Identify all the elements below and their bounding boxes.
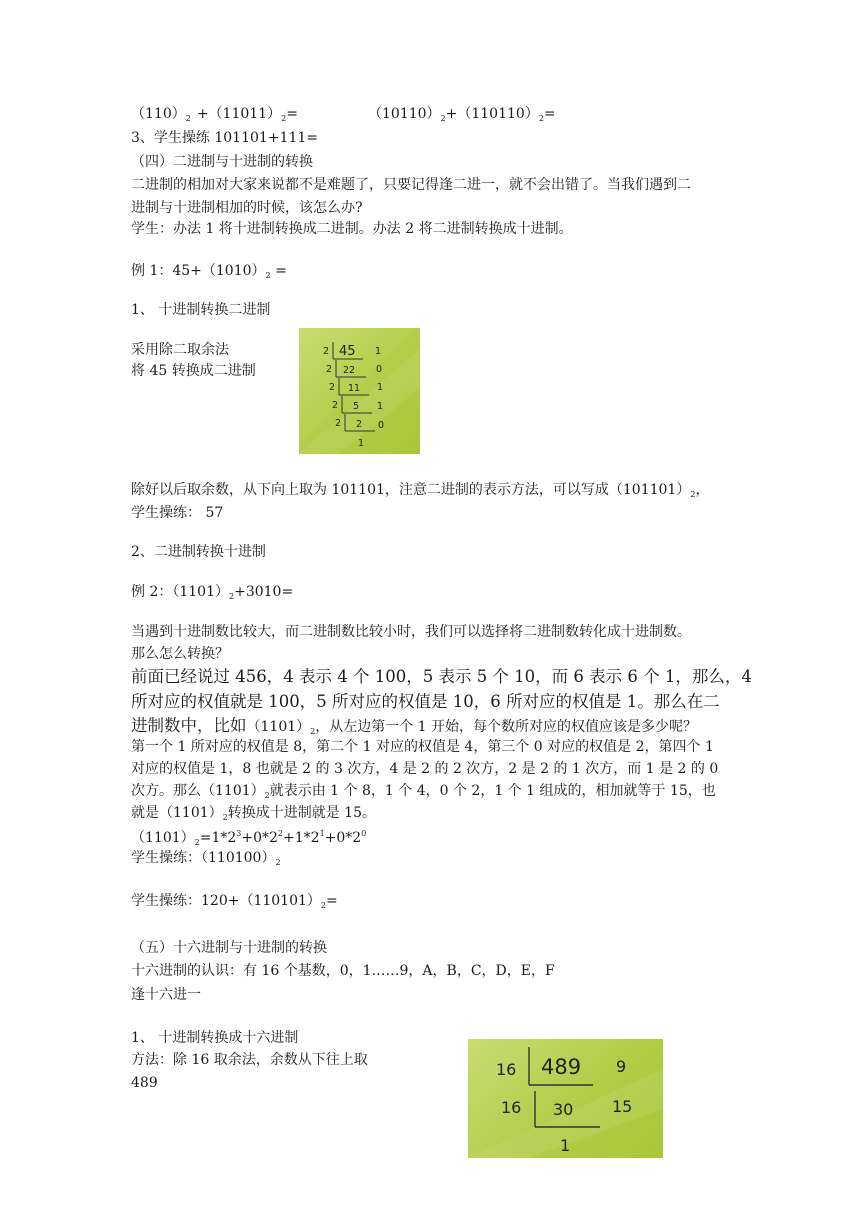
expr1-b: +（11011） [196,106,282,122]
div-quotient-5: 2 [356,419,363,430]
hex-quotient-3: 1 [560,1136,571,1155]
div-divisor-3: 2 [329,382,336,393]
formula-term-2: +0*2 [241,830,278,846]
hex-divisor-1: 16 [496,1060,517,1079]
formula-number: （1101） [131,830,195,846]
formula-exp-2: 2 [277,829,284,838]
formula-exp-4: 0 [361,829,367,838]
div-divisor-4: 2 [332,400,339,411]
hex-remainder-2: 15 [612,1097,633,1116]
subsection-2-heading: 2、二进制转换十进制 [131,544,266,560]
weight-explanation-line-1: 前面已经说过 456，4 表示 4 个 100，5 表示 5 个 10，而 6 表示 6 个 1，那么，4 [131,667,752,686]
weights-line-3-b: 就表示由 1 个 8，1 个 4，0 个 2，1 个 1 组成的，相加就等于 15，也 [269,783,716,799]
expr1-base2: 2 [281,114,287,123]
number-489: 489 [131,1075,158,1091]
hex-method: 方法：除 16 取余法，余数从下往上取 [131,1052,368,1068]
example-2-rest: +3010= [234,584,294,600]
div-quotient-1: 45 [339,344,356,359]
after-division-text [131,480,709,505]
practice-110100 [131,848,281,873]
div-remainder-4: 1 [377,401,384,412]
section-heading-5: （五）十六进制与十进制的转换 [131,940,327,956]
div-divisor-2: 2 [326,364,333,375]
hex-remainder-1: 9 [616,1057,627,1076]
weights-line-2: 对应的权值是 1，8 也就是 2 的 3 次方，4 是 2 的 2 次方，2 是 2 的 1 次方，而 1 是 2 的 0 [131,761,719,777]
hex-division-diagram [468,1039,663,1158]
subsection-hex-heading: 1、 十进制转换成十六进制 [131,1030,299,1046]
expr1-a: （110） [131,106,186,122]
div-remainder-3: 1 [377,382,384,393]
expr2-a: （10110） [368,106,441,122]
example-1-eq: = [270,263,287,279]
div-divisor-1: 2 [323,346,330,357]
weight-explanation-line-2: 所对应的权值就是 100，5 所对应的权值是 10，6 所对应的权值是 1。那么在二 [131,692,720,711]
weight-line-3-lead: 进制数中，比如 [131,716,247,735]
formula-term-3: +1*2 [283,830,320,846]
paragraph-1-line-2: 进制与十进制相加的时候，该怎么办? [131,200,363,216]
binary-addition-exercises [131,104,298,129]
div-divisor-5: 2 [335,418,342,429]
student-answer-1: 学生：办法 1 将十进制转换成二进制。办法 2 将二进制转换成十进制。 [131,221,573,237]
div-remainder-5: 0 [378,420,385,431]
example-2 [131,582,293,607]
practice-120-plus [131,891,338,916]
example-2-base: 2 [229,592,235,601]
practice-57: 学生操练： 57 [131,505,224,521]
expr2-base2: 2 [538,114,544,123]
weights-line-4-a: 就是（1101） [131,805,223,821]
example-2-text: 例 2：（1101） [131,584,229,600]
practice-2-text: 学生操练：（110100） [131,850,276,866]
binary-division-diagram [299,328,420,454]
subsection-1-heading: 1、 十进制转换二进制 [131,302,271,318]
section-heading-4: （四）二进制与十进制的转换 [131,154,313,170]
formula-exp-3: 1 [319,829,325,838]
paragraph-1-line-1: 二进制的相加对大家来说都不是难题了，只要记得逢二进一，就不会出错了。当我们遇到二 [131,177,691,193]
weights-line-4-b: 转换成十进制就是 15。 [227,805,376,821]
div-remainder-1: 1 [375,346,382,357]
weights-line-1: 第一个 1 所对应的权值是 8，第二个 1 对应的权值是 4，第三个 0 对应的权值是 2，第四个 1 [131,739,714,755]
practice-item-3: 3、学生操练 101101+111= [131,130,318,146]
practice-3-base: 2 [320,901,326,910]
weights-line-4-base: 2 [222,813,228,822]
after-division-comma: ， [695,482,710,498]
expr2-base1: 2 [440,114,446,123]
formula-base: 2 [194,838,200,847]
hex-quotient-2: 30 [553,1100,574,1119]
expr1-base1: 2 [185,114,191,123]
div-quotient-2: 22 [343,365,356,376]
practice-3-eq: = [326,893,338,909]
practice-2-base: 2 [275,858,281,867]
expr1-eq: = [286,106,298,122]
method-1-line-1: 采用除二取余法 [131,342,229,358]
hex-divisor-2: 16 [501,1098,522,1117]
hex-quotient-1: 489 [541,1055,582,1079]
example-1-base: 2 [265,271,271,280]
formula-term-4: +0*2 [324,830,362,846]
weight-line-3-base: 2 [310,727,316,736]
example-1 [131,261,287,286]
paragraph-2-line-2: 那么怎么转换？ [131,646,229,662]
weights-line-3-a: 次方。那么（1101） [131,783,265,799]
expr2-b: +（110110） [445,106,539,122]
after-division-base: 2 [690,490,696,499]
example-1-text: 例 1：45+（1010） [131,263,266,279]
weight-line-3-question: ，从左边第一个 1 开始，每个数所对应的权值应该是多少呢？ [315,719,698,735]
expr2-eq: = [543,106,556,122]
div-quotient-3: 11 [348,383,361,394]
weight-line-3-number: （1101） [246,719,311,735]
formula-term-1: =1*2 [199,830,237,846]
binary-addition-exercise-2 [368,104,556,129]
hex-intro-line-2: 逢十六进一 [131,987,201,1003]
weights-line-3-base: 2 [264,791,270,800]
after-division-main: 除好以后取余数，从下向上取为 101101，注意二进制的表示方法，可以写成（101101） [131,482,691,498]
div-quotient-4: 5 [353,401,360,412]
method-1-line-2: 将 45 转换成二进制 [131,363,256,379]
formula-exp-1: 3 [236,829,242,838]
paragraph-2-line-1: 当遇到十进制数比较大，而二进制数比较小时，我们可以选择将二进制数转化成十进制数。 [131,624,691,640]
div-quotient-6: 1 [358,438,365,449]
practice-3-text: 学生操练：120+（110101） [131,893,321,909]
div-remainder-2: 0 [376,364,383,375]
hex-intro-line-1: 十六进制的认识：有 16 个基数，0，1……9，A，B，C，D，E，F [131,963,555,979]
